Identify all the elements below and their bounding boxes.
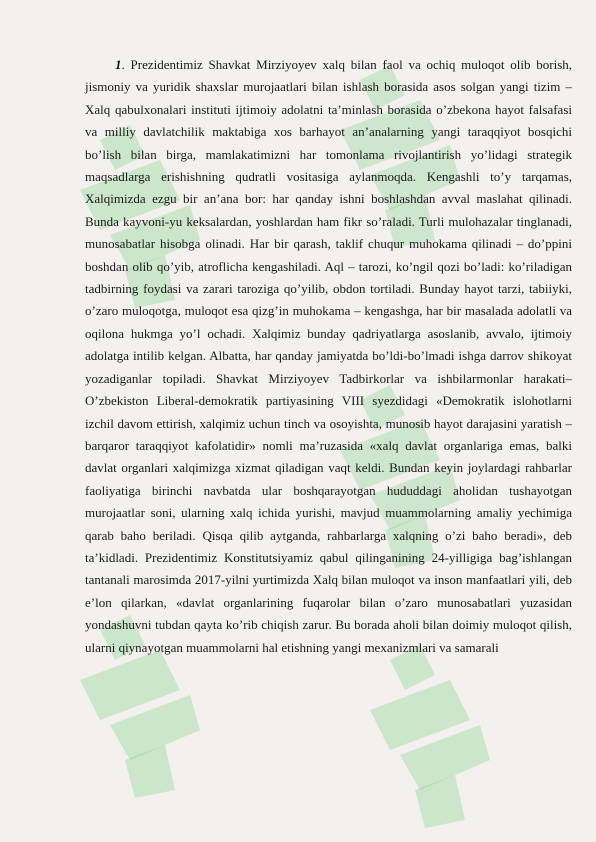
watermark-logo-icon	[360, 640, 500, 830]
paragraph-number: 1	[115, 57, 122, 72]
body-paragraph	[85, 54, 572, 659]
paragraph-text: . Prezidentimiz Shavkat Mirziyoyev xalq bilan faol va ochiq muloqot olib borish, jismoniy va yuridik shaxslar murojaatlari bilan ishlash borasida asos solgan yangi tizim – Xalq qabulxonalari instituti ijtimoiy adolatni ta’minlash borasida o’zbekona hayot falsafasi va milliy davlatchilik maktabiga xos barhayot an’analarning yangi taraqqiyot bosqichi bo’lish bilan birga, mamlakatimizni har tomonlama rivojlantirish yo’lidagi strategik maqsadlarga erishishning qudratli vositasiga aylanmoqda. Kengashli to’y tarqamas, Xalqimizda ezgu bir an’ana bor: har qanday ishni boshlashdan avval maslahat qilinadi. Bunda kayvoni-yu keksalardan, yoshlardan ham fikr so’raladi. Turli mulohazalar tinglanadi, munosabatlar hisobga olinadi. Har bir qarash, taklif chuqur muhokama qilinadi – do’ppini boshdan olib qo’yib, atroflicha kengashiladi. Aql – tarozi, ko’ngil qozi bo’ladi: ko’riladigan tadbirning foydasi va zarari taroziga qo’yilib, obdon tortiladi. Bunday hayot tarzi, tabiiyki, o’zaro muloqotga, muloqot esa qizg’in muhokama – kengashga, har bir masalada adolatli va oqilona hukmga yo’l ochadi. Xalqimiz bunday qadriyatlarga asoslanib, avvalo, ijtimoiy adolatga intilib kelgan. Albatta, har qanday jamiyatda bo’ldi-bo’lmadi ishga darrov shikoyat yozadiganlar topiladi. Shavkat Mirziyoyev Tadbirkorlar va ishbilarmonlar harakati– O’zbekiston Liberal-demokratik partiyasining VIII syezdidagi «Demokratik islohotlarni izchil davom ettirish, xalqimiz uchun tinch va osoyishta, munosib hayot darajasini yaratish – barqaror taraqqiyot kafolatidir» nomli ma’ruzasida «xalq davlat organlariga emas, balki davlat organlari xalqimizga xizmat qiladigan vaqt keldi. Bundan keyin joylardagi rahbarlar faoliyatiga birinchi navbatda ular boshqarayotgan hududdagi aholidan tushayotgan murojaatlar soni, ularning xalq ichida yurishi, mavjud muammolarning amaliy yechimiga qarab baho beriladi. Qisqa qilib aytganda, rahbarlarga xalqning o’zi baho beradi», deb ta’kidladi. Prezidentimiz Konstitutsiyamiz qabul qilinganining 24-yilligiga bag’ishlangan tantanali marosimda 2017-yilni yurtimizda Xalq bilan muloqot va inson manfaatlari yili, deb e’lon qilarkan, «davlat organlarining fuqarolar bilan o’zaro munosabatlari yuzasidan yondashuvni tubdan qayta ko’rib chiqish zarur. Bu borada aholi bilan doimiy muloqot qilish, ularni qiynayotgan muammolarni hal etishning yangi mexanizmlari va samarali	[85, 57, 572, 655]
